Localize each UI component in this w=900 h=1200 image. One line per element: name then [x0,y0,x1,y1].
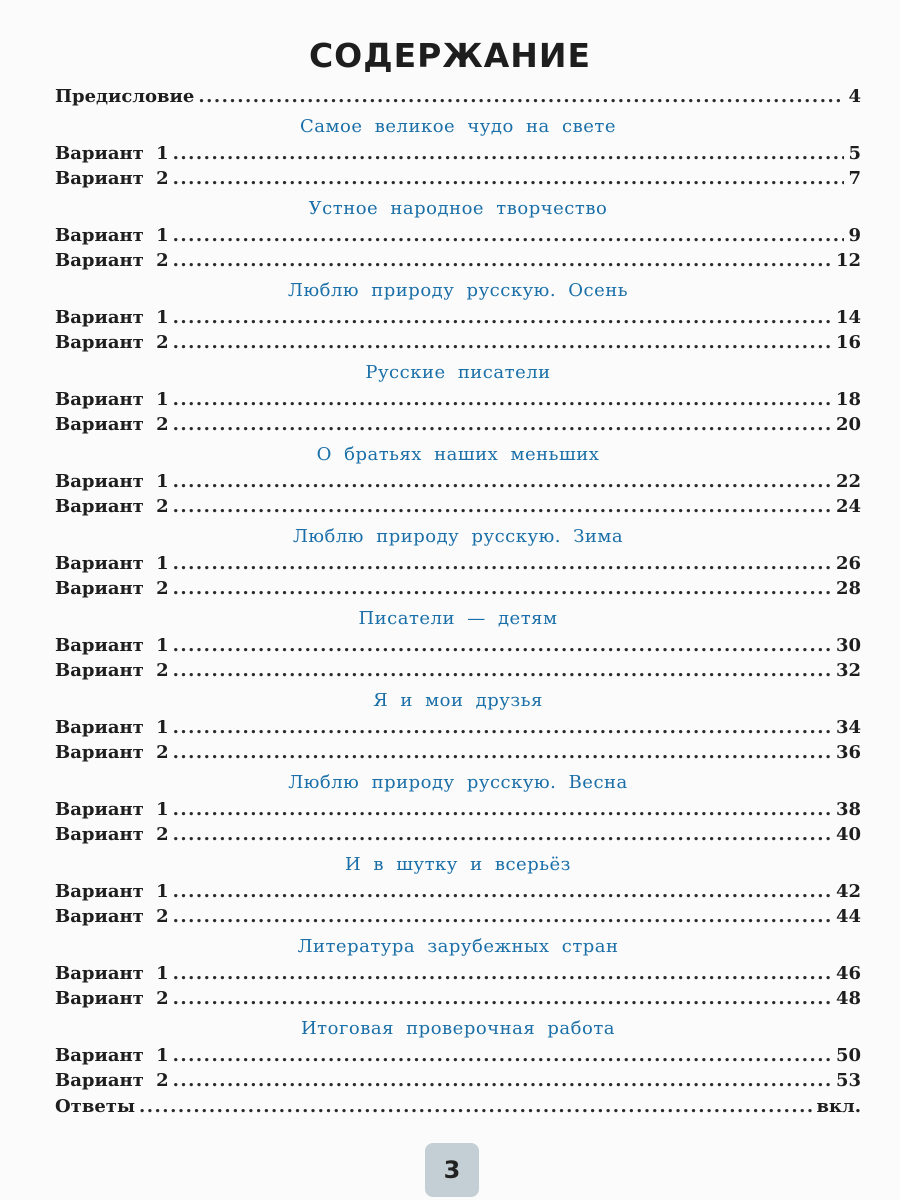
toc-entry-page: 24 [835,496,861,517]
toc-entry[interactable] [55,715,861,741]
toc-entry-page: 46 [835,962,861,984]
toc-section-heading: Итоговая проверочная работа [300,1017,616,1039]
toc-entry[interactable] [55,166,861,192]
toc-entry-label: Вариант 1 [55,142,169,164]
toc-entry[interactable] [55,797,861,823]
toc-entry[interactable] [55,305,861,331]
toc-entry-page: 50 [835,1044,861,1066]
dot-leader [173,166,845,192]
dot-leader [173,961,832,987]
toc-entry-page: 16 [835,332,861,353]
dot-leader [173,633,832,659]
toc-entry[interactable] [55,84,861,110]
toc-entry-page: 5 [848,142,861,164]
toc-section-heading: О братьях наших меньших [316,443,600,465]
toc-section-heading: Я и мои друзья [373,689,543,711]
toc-entry[interactable] [55,387,861,413]
toc-entry-page: 53 [835,1070,861,1091]
toc-entry-label: Вариант 2 [55,578,169,599]
toc-entry-page: 12 [835,250,861,271]
toc-entry-page: вкл. [816,1095,861,1117]
dot-leader [173,658,832,684]
toc-entry-label: Вариант 2 [55,168,169,189]
toc-entry[interactable] [55,658,861,684]
toc-entry-label: Вариант 1 [55,798,169,820]
toc-section-heading: Люблю природу русскую. Осень [287,279,629,301]
toc-entry-label: Вариант 1 [55,388,169,410]
dot-leader [173,576,832,602]
toc-entry-page: 28 [835,578,861,599]
toc-entry-label: Вариант 2 [55,414,169,435]
toc-entry[interactable] [55,412,861,438]
toc-entry-label: Вариант 1 [55,962,169,984]
toc-entry-page: 22 [835,470,861,492]
dot-leader [173,469,832,495]
dot-leader [173,986,832,1012]
toc-entry-label: Вариант 2 [55,250,169,271]
dot-leader [173,330,832,356]
toc-entry-page: 36 [835,742,861,763]
toc-entry[interactable] [55,1068,861,1094]
toc-entry-page: 4 [848,86,861,107]
toc-entry[interactable] [55,1094,861,1120]
toc-entry-page: 9 [848,224,861,246]
dot-leader [173,1068,832,1094]
toc-entry-page: 48 [835,988,861,1009]
dot-leader [173,740,832,766]
toc-entry[interactable] [55,879,861,905]
toc-entry[interactable] [55,986,861,1012]
toc-entry-label: Вариант 1 [55,634,169,656]
toc-entry[interactable] [55,330,861,356]
dot-leader [173,387,832,413]
toc-section-heading: Самое великое чудо на свете [300,115,616,137]
toc-entry-label: Вариант 1 [55,552,169,574]
toc-section-heading: Люблю природу русскую. Зима [292,525,624,547]
dot-leader [173,551,832,577]
toc-entry[interactable] [55,494,861,520]
toc-entry-page: 20 [835,414,861,435]
toc-entry-page: 26 [835,552,861,574]
toc-section-heading: Устное народное творчество [308,197,608,219]
toc-entry[interactable] [55,576,861,602]
toc-entry[interactable] [55,469,861,495]
toc-entry-page: 18 [835,388,861,410]
dot-leader [173,904,832,930]
toc-section-heading: Литература зарубежных стран [297,935,619,957]
dot-leader [173,715,832,741]
toc-entry-label: Вариант 1 [55,716,169,738]
toc-entry-label: Предисловие [55,86,195,107]
toc-entry[interactable] [55,740,861,766]
toc-entry-label: Вариант 2 [55,742,169,763]
dot-leader [173,879,832,905]
dot-leader [173,797,832,823]
dot-leader [173,141,845,167]
toc-entry-page: 7 [848,168,861,189]
toc-entry[interactable] [55,223,861,249]
toc-entry-label: Ответы [55,1095,135,1117]
toc-section-heading: Писатели — детям [358,607,558,629]
toc-entry[interactable] [55,141,861,167]
dot-leader [173,223,845,249]
toc-entry-label: Вариант 1 [55,1044,169,1066]
toc-entry[interactable] [55,961,861,987]
toc-entry-page: 38 [835,798,861,820]
toc-entry-page: 44 [835,906,861,927]
dot-leader [139,1094,813,1120]
toc-entry-page: 34 [835,716,861,738]
toc-entry-label: Вариант 2 [55,1070,169,1091]
dot-leader [173,822,832,848]
table-of-contents [55,84,861,1119]
page-title: СОДЕРЖАНИЕ [308,36,592,75]
toc-entry-label: Вариант 2 [55,496,169,517]
dot-leader [173,412,832,438]
toc-entry-label: Вариант 2 [55,906,169,927]
toc-entry[interactable] [55,248,861,274]
toc-entry-page: 32 [835,660,861,681]
page-number-badge: 3 [425,1143,479,1197]
toc-entry[interactable] [55,1043,861,1069]
toc-entry-label: Вариант 1 [55,880,169,902]
toc-entry-label: Вариант 2 [55,988,169,1009]
toc-entry-label: Вариант 2 [55,824,169,845]
toc-entry-label: Вариант 2 [55,332,169,353]
dot-leader [173,248,832,274]
toc-entry-page: 42 [835,880,861,902]
toc-section-heading: Люблю природу русскую. Весна [288,771,628,793]
toc-entry-label: Вариант 2 [55,660,169,681]
toc-entry[interactable] [55,551,861,577]
toc-entry-label: Вариант 1 [55,224,169,246]
toc-entry-page: 30 [835,634,861,656]
toc-entry[interactable] [55,904,861,930]
toc-entry[interactable] [55,633,861,659]
dot-leader [173,1043,832,1069]
toc-entry-page: 40 [835,824,861,845]
toc-entry-label: Вариант 1 [55,470,169,492]
toc-section-heading: Русские писатели [365,361,551,383]
dot-leader [173,305,832,331]
dot-leader [173,494,832,520]
dot-leader [198,84,844,110]
toc-entry-label: Вариант 1 [55,306,169,328]
toc-section-heading: И в шутку и всерьёз [345,853,571,875]
toc-entry-page: 14 [835,306,861,328]
toc-entry[interactable] [55,822,861,848]
